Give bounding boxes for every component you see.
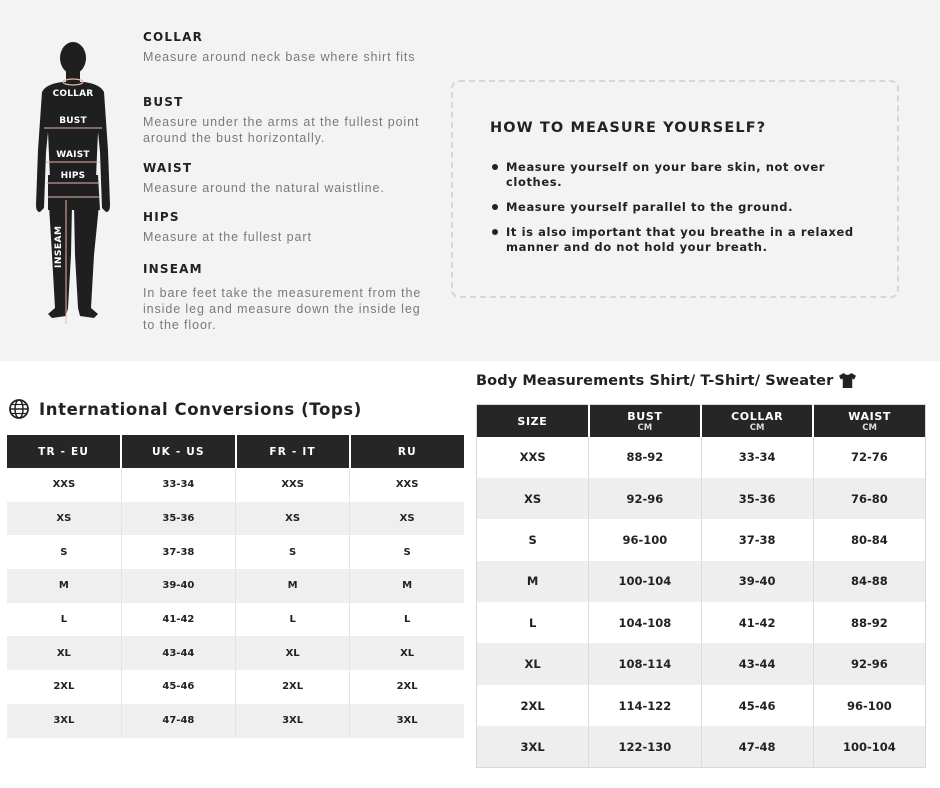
measurement-desc: Measure at the fullest part <box>143 230 312 244</box>
measurement-collar <box>143 30 433 65</box>
table-cell: XXS <box>477 437 589 478</box>
globe-icon <box>8 398 30 420</box>
table-cell: XS <box>477 478 589 519</box>
howto-item-text: Measure yourself on your bare skin, not over clothes. <box>506 160 826 189</box>
table-cell: 47-48 <box>701 726 813 767</box>
table-cell: 104-108 <box>589 602 701 643</box>
table-cell: 41-42 <box>121 603 235 637</box>
measurement-title: COLLAR <box>143 30 204 44</box>
figure-label-inseam: INSEAM <box>54 225 64 268</box>
table-cell: 43-44 <box>701 643 813 684</box>
table-cell: 41-42 <box>701 602 813 643</box>
measurement-desc: Measure around neck base where shirt fits <box>143 50 416 64</box>
table-row <box>7 569 464 603</box>
measurement-title: INSEAM <box>143 262 203 276</box>
table-cell: 3XL <box>477 726 589 767</box>
table-row <box>7 535 464 569</box>
table-header-row <box>7 435 464 468</box>
measurement-inseam <box>143 262 433 333</box>
table-cell: 3XL <box>7 704 121 738</box>
table-cell: 37-38 <box>701 519 813 560</box>
body-silhouette-icon <box>28 40 118 330</box>
table-cell: L <box>7 603 121 637</box>
table-cell: 108-114 <box>589 643 701 684</box>
table-cell: 2XL <box>477 685 589 726</box>
measurement-title: BUST <box>143 95 184 109</box>
column-header: FR - IT <box>236 435 350 468</box>
table-cell: 2XL <box>236 670 350 704</box>
table-cell: 92-96 <box>813 643 925 684</box>
table-cell: 100-104 <box>589 561 701 602</box>
column-header <box>477 405 589 437</box>
table-row <box>477 685 926 726</box>
table-cell: 35-36 <box>121 502 235 536</box>
measurement-bust <box>143 95 433 146</box>
list-item <box>489 160 869 190</box>
measurement-title: WAIST <box>143 161 193 175</box>
table-cell: 76-80 <box>813 478 925 519</box>
table-cell: XL <box>477 643 589 684</box>
table-cell: 84-88 <box>813 561 925 602</box>
bullet-icon <box>492 229 498 235</box>
column-header: UK - US <box>121 435 235 468</box>
intl-conversions-table <box>7 435 464 738</box>
column-header <box>701 405 813 437</box>
bullet-icon <box>492 164 498 170</box>
list-item <box>489 200 869 215</box>
list-item <box>489 225 869 255</box>
table-cell: 35-36 <box>701 478 813 519</box>
table-cell: XL <box>236 636 350 670</box>
howto-item-text: It is also important that you breathe in a relaxed manner and do not hold your breath. <box>506 225 854 254</box>
body-measurements-heading <box>476 372 857 389</box>
intl-conversions-heading <box>8 398 362 420</box>
table-cell: 122-130 <box>589 726 701 767</box>
table-row <box>7 670 464 704</box>
table-cell: 3XL <box>236 704 350 738</box>
table-cell: XXS <box>7 468 121 502</box>
table-cell: 43-44 <box>121 636 235 670</box>
table-row <box>477 478 926 519</box>
table-cell: M <box>477 561 589 602</box>
table-cell: 88-92 <box>589 437 701 478</box>
table-cell: 37-38 <box>121 535 235 569</box>
column-header-unit: CM <box>637 422 653 433</box>
table-cell: L <box>477 602 589 643</box>
table-cell: 88-92 <box>813 602 925 643</box>
table-cell: L <box>350 603 464 637</box>
table-cell: XXS <box>236 468 350 502</box>
table-cell: 114-122 <box>589 685 701 726</box>
table-cell: L <box>236 603 350 637</box>
measurement-title: HIPS <box>143 210 180 224</box>
table-cell: 96-100 <box>589 519 701 560</box>
table-cell: XS <box>236 502 350 536</box>
column-header-label: SIZE <box>517 414 548 428</box>
table-cell: 72-76 <box>813 437 925 478</box>
table-cell: 39-40 <box>701 561 813 602</box>
table-header-row <box>477 405 926 437</box>
how-to-measure-title: HOW TO MEASURE YOURSELF? <box>490 120 767 136</box>
table-row <box>7 636 464 670</box>
howto-item-text: Measure yourself parallel to the ground. <box>506 200 794 214</box>
body-figure <box>28 40 118 330</box>
figure-label-collar: COLLAR <box>52 89 94 99</box>
measurement-desc: Measure under the arms at the fullest point around the bust horizontally. <box>143 115 420 145</box>
table-cell: 2XL <box>7 670 121 704</box>
column-header <box>589 405 701 437</box>
table-cell: 33-34 <box>701 437 813 478</box>
table-cell: 45-46 <box>121 670 235 704</box>
table-cell: XL <box>7 636 121 670</box>
table-row <box>477 726 926 767</box>
table-cell: 92-96 <box>589 478 701 519</box>
how-to-measure-list <box>489 160 869 265</box>
table-cell: S <box>236 535 350 569</box>
table-row <box>7 603 464 637</box>
table-cell: 100-104 <box>813 726 925 767</box>
figure-label-waist: WAIST <box>56 150 90 160</box>
body-measurements-table <box>476 404 926 768</box>
table-cell: 96-100 <box>813 685 925 726</box>
table-cell: XXS <box>350 468 464 502</box>
table-cell: S <box>7 535 121 569</box>
table-row <box>7 468 464 502</box>
table-cell: 80-84 <box>813 519 925 560</box>
column-header <box>813 405 925 437</box>
table-cell: M <box>7 569 121 603</box>
table-cell: 39-40 <box>121 569 235 603</box>
measurement-waist <box>143 161 433 196</box>
column-header-label: COLLAR <box>731 409 784 423</box>
column-header: TR - EU <box>7 435 121 468</box>
table-row <box>477 437 926 478</box>
table-cell: XL <box>350 636 464 670</box>
figure-label-hips: HIPS <box>60 171 86 181</box>
table-cell: 45-46 <box>701 685 813 726</box>
how-to-measure-box <box>451 80 899 298</box>
column-header-unit: CM <box>862 422 877 433</box>
table-cell: 33-34 <box>121 468 235 502</box>
measurement-hips <box>143 210 433 245</box>
table-cell: 3XL <box>350 704 464 738</box>
table-row <box>477 602 926 643</box>
body-measurements-title: Body Measurements Shirt/ T-Shirt/ Sweater <box>476 372 834 389</box>
table-cell: S <box>477 519 589 560</box>
table-row <box>7 704 464 738</box>
table-cell: 2XL <box>350 670 464 704</box>
table-cell: XS <box>7 502 121 536</box>
table-row <box>477 643 926 684</box>
intl-conversions-title: International Conversions (Tops) <box>39 399 362 419</box>
figure-label-bust: BUST <box>59 116 87 126</box>
measurement-desc: In bare feet take the measurement from the inside leg and measure down the inside leg to the floor. <box>143 286 422 332</box>
column-header-label: BUST <box>627 409 663 423</box>
column-header-label: WAIST <box>848 409 891 423</box>
how-to-measure-panel <box>0 0 940 361</box>
column-header-unit: CM <box>749 422 765 433</box>
table-cell: 47-48 <box>121 704 235 738</box>
bullet-icon <box>492 204 498 210</box>
column-header: RU <box>350 435 464 468</box>
table-cell: M <box>350 569 464 603</box>
tshirt-icon <box>838 372 857 389</box>
table-cell: XS <box>350 502 464 536</box>
table-row <box>7 502 464 536</box>
measurement-desc: Measure around the natural waistline. <box>143 181 385 195</box>
table-cell: S <box>350 535 464 569</box>
table-row <box>477 519 926 560</box>
table-cell: M <box>236 569 350 603</box>
table-row <box>477 561 926 602</box>
